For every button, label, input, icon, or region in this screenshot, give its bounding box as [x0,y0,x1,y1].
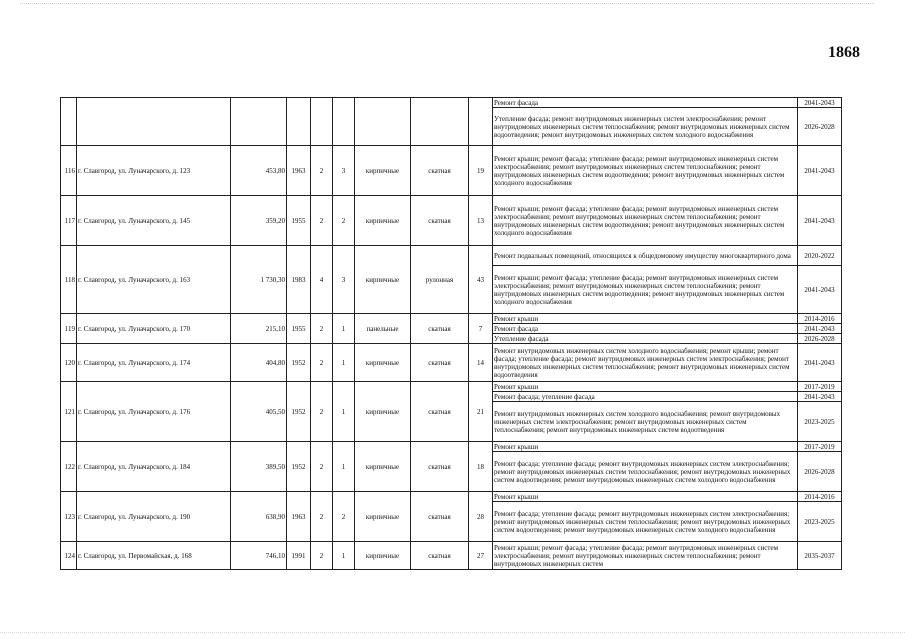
period-cell: 2041-2043 [798,196,842,246]
table-row [61,196,842,246]
period-cell: 2041-2043 [798,98,842,108]
period-cell: 2017-2019 [798,442,842,452]
residents-cell: 27 [469,542,493,570]
period-cell: 2041-2043 [798,344,842,382]
floors-cell: 2 [311,492,333,542]
table-row [61,492,842,502]
year-cell: 1963 [287,492,311,542]
floors-cell: 2 [311,196,333,246]
row-number: 124 [61,542,77,570]
capital-repair-table [60,97,842,570]
row-number: 119 [61,314,77,344]
area-cell: 404,80 [231,344,287,382]
floors-cell: 2 [311,344,333,382]
period-cell: 2023-2025 [798,402,842,442]
area-cell [231,98,287,146]
entrances-cell: 3 [333,246,355,314]
wall-material-cell: кирпичные [355,382,411,442]
residents-cell: 18 [469,442,493,492]
wall-material-cell: кирпичные [355,542,411,570]
work-description-cell: Ремонт крыши [493,314,798,324]
table-row [61,146,842,196]
table-row [61,442,842,452]
address-cell: г. Славгород, ул. Луначарского, д. 123 [77,146,231,196]
year-cell: 1955 [287,314,311,344]
area-cell: 453,80 [231,146,287,196]
work-description-cell: Ремонт внутридомовых инженерных систем холодного водоснабжения; ремонт крыши; ремонт фасада; утепление фасада; ремонт внутридомовых инженерных систем электроснабжения; ремонт внутридомовых инженерных систем теплоснабжения; ремонт внутридомовых инженерных систем водоотведения [493,344,798,382]
area-cell: 359,20 [231,196,287,246]
entrances-cell: 1 [333,542,355,570]
roof-type-cell: скатная [411,314,469,344]
work-description-cell: Ремонт внутридомовых инженерных систем холодного водоснабжения; ремонт внутридомовых инженерных систем электроснабжения; ремонт внутридомовых инженерных систем теплоснабжения; ремонт внутридомовых инженерных систем водоотведения [493,402,798,442]
work-description-cell: Ремонт фасада [493,324,798,334]
roof-type-cell: скатная [411,382,469,442]
address-cell: г. Славгород, ул. Луначарского, д. 170 [77,314,231,344]
entrances-cell: 1 [333,442,355,492]
residents-cell: 7 [469,314,493,344]
period-cell: 2020-2022 [798,246,842,266]
year-cell: 1991 [287,542,311,570]
table-row [61,314,842,324]
entrances-cell [333,98,355,146]
residents-cell: 13 [469,196,493,246]
residents-cell: 43 [469,246,493,314]
work-description-cell: Ремонт фасада; утепление фасада; ремонт внутридомовых инженерных систем электроснабжения; ремонт внутридомовых инженерных систем теплоснабжения; ремонт внутридомовых инженерных систем водоотведения; ремонт внутридомовых инженерных систем холодного водоснабжения [493,452,798,492]
work-description-cell: Ремонт крыши [493,442,798,452]
wall-material-cell: панельные [355,314,411,344]
work-description-cell: Ремонт крыши [493,382,798,392]
scan-edge-bottom [0,632,905,634]
table-row [61,98,842,108]
work-description-cell: Ремонт фасада; утепление фасада [493,392,798,402]
period-cell: 2026-2028 [798,452,842,492]
floors-cell [311,98,333,146]
floors-cell: 2 [311,542,333,570]
wall-material-cell [355,98,411,146]
floors-cell: 2 [311,442,333,492]
floors-cell: 4 [311,246,333,314]
address-cell: г. Славгород, ул. Луначарского, д. 145 [77,196,231,246]
work-description-cell: Ремонт крыши; ремонт фасада; утепление фасада; ремонт внутридомовых инженерных систем электроснабжения; ремонт внутридомовых инженерных систем теплоснабжения; ремонт внутридомовых инженерных систем водоотведения; ремонт внутридомовых инженерных систем холодного водоснабжения [493,146,798,196]
table-row [61,246,842,266]
entrances-cell: 1 [333,314,355,344]
address-cell: г. Славгород, ул. Луначарского, д. 174 [77,344,231,382]
address-cell: г. Славгород, ул. Луначарского, д. 163 [77,246,231,314]
wall-material-cell: кирпичные [355,442,411,492]
work-description-cell: Ремонт подвальных помещений, относящихся к общедомовому имуществу многоквартирного дома [493,246,798,266]
roof-type-cell: скатная [411,196,469,246]
entrances-cell: 1 [333,344,355,382]
table-row [61,382,842,392]
row-number: 118 [61,246,77,314]
year-cell: 1963 [287,146,311,196]
year-cell: 1955 [287,196,311,246]
area-cell: 638,90 [231,492,287,542]
row-number: 116 [61,146,77,196]
period-cell: 2023-2025 [798,502,842,542]
entrances-cell: 3 [333,146,355,196]
year-cell: 1952 [287,344,311,382]
period-cell: 2017-2019 [798,382,842,392]
area-cell: 215,10 [231,314,287,344]
work-description-cell: Ремонт фасада; утепление фасада; ремонт внутридомовых инженерных систем электроснабжения; ремонт внутридомовых инженерных систем теплоснабжения; ремонт внутридомовых инженерных систем водоотведения; ремонт внутридомовых инженерных систем холодного водоснабжения [493,502,798,542]
work-description-cell: Ремонт фасада [493,98,798,108]
period-cell: 2041-2043 [798,266,842,314]
page-number: 1868 [828,44,860,61]
year-cell: 1983 [287,246,311,314]
residents-cell: 19 [469,146,493,196]
floors-cell: 2 [311,314,333,344]
roof-type-cell [411,98,469,146]
residents-cell: 28 [469,492,493,542]
area-cell: 389,50 [231,442,287,492]
entrances-cell: 1 [333,382,355,442]
address-cell [77,98,231,146]
wall-material-cell: кирпичные [355,196,411,246]
period-cell: 2014-2016 [798,492,842,502]
work-description-cell: Утепление фасада; ремонт внутридомовых инженерных систем электроснабжения; ремонт внутридомовых инженерных систем теплоснабжения; ремонт внутридомовых инженерных систем водоотведения; ремонт внутридомовых инженерных систем холодного водоснабжения [493,108,798,146]
address-cell: г. Славгород, ул. Луначарского, д. 184 [77,442,231,492]
row-number: 120 [61,344,77,382]
period-cell: 2041-2043 [798,146,842,196]
row-number: 121 [61,382,77,442]
year-cell: 1952 [287,442,311,492]
wall-material-cell: кирпичные [355,146,411,196]
floors-cell: 2 [311,382,333,442]
residents-cell: 21 [469,382,493,442]
residents-cell [469,98,493,146]
work-description-cell: Ремонт крыши; ремонт фасада; утепление фасада; ремонт внутридомовых инженерных систем электроснабжения; ремонт внутридомовых инженерных систем теплоснабжения; ремонт внутридомовых инженерных систем [493,542,798,570]
roof-type-cell: рулонная [411,246,469,314]
wall-material-cell: кирпичные [355,344,411,382]
period-cell: 2035-2037 [798,542,842,570]
roof-type-cell: скатная [411,146,469,196]
year-cell [287,98,311,146]
row-number: 122 [61,442,77,492]
floors-cell: 2 [311,146,333,196]
roof-type-cell: скатная [411,442,469,492]
residents-cell: 14 [469,344,493,382]
area-cell: 1 730,30 [231,246,287,314]
period-cell: 2041-2043 [798,324,842,334]
period-cell: 2014-2016 [798,314,842,324]
address-cell: г. Славгород, ул. Луначарского, д. 190 [77,492,231,542]
entrances-cell: 2 [333,492,355,542]
area-cell: 746,10 [231,542,287,570]
period-cell: 2026-2028 [798,334,842,344]
address-cell: г. Славгород, ул. Луначарского, д. 176 [77,382,231,442]
period-cell: 2041-2043 [798,392,842,402]
wall-material-cell: кирпичные [355,492,411,542]
roof-type-cell: скатная [411,542,469,570]
row-number: 123 [61,492,77,542]
work-description-cell: Ремонт крыши [493,492,798,502]
row-number: 117 [61,196,77,246]
table-row [61,344,842,382]
work-description-cell: Утепление фасада [493,334,798,344]
row-number [61,98,77,146]
roof-type-cell: скатная [411,344,469,382]
scan-edge-top [20,3,875,5]
roof-type-cell: скатная [411,492,469,542]
work-description-cell: Ремонт крыши; ремонт фасада; утепление фасада; ремонт внутридомовых инженерных систем электроснабжения; ремонт внутридомовых инженерных систем теплоснабжения; ремонт внутридомовых инженерных систем водоотведения; ремонт внутридомовых инженерных систем холодного водоснабжения [493,266,798,314]
wall-material-cell: кирпичные [355,246,411,314]
address-cell: г. Славгород, ул. Первомайская, д. 168 [77,542,231,570]
entrances-cell: 2 [333,196,355,246]
year-cell: 1952 [287,382,311,442]
period-cell: 2026-2028 [798,108,842,146]
table-row [61,542,842,570]
area-cell: 405,50 [231,382,287,442]
work-description-cell: Ремонт крыши; ремонт фасада; утепление фасада; ремонт внутридомовых инженерных систем электроснабжения; ремонт внутридомовых инженерных систем теплоснабжения; ремонт внутридомовых инженерных систем водоотведения; ремонт внутридомовых инженерных систем холодного водоснабжения [493,196,798,246]
